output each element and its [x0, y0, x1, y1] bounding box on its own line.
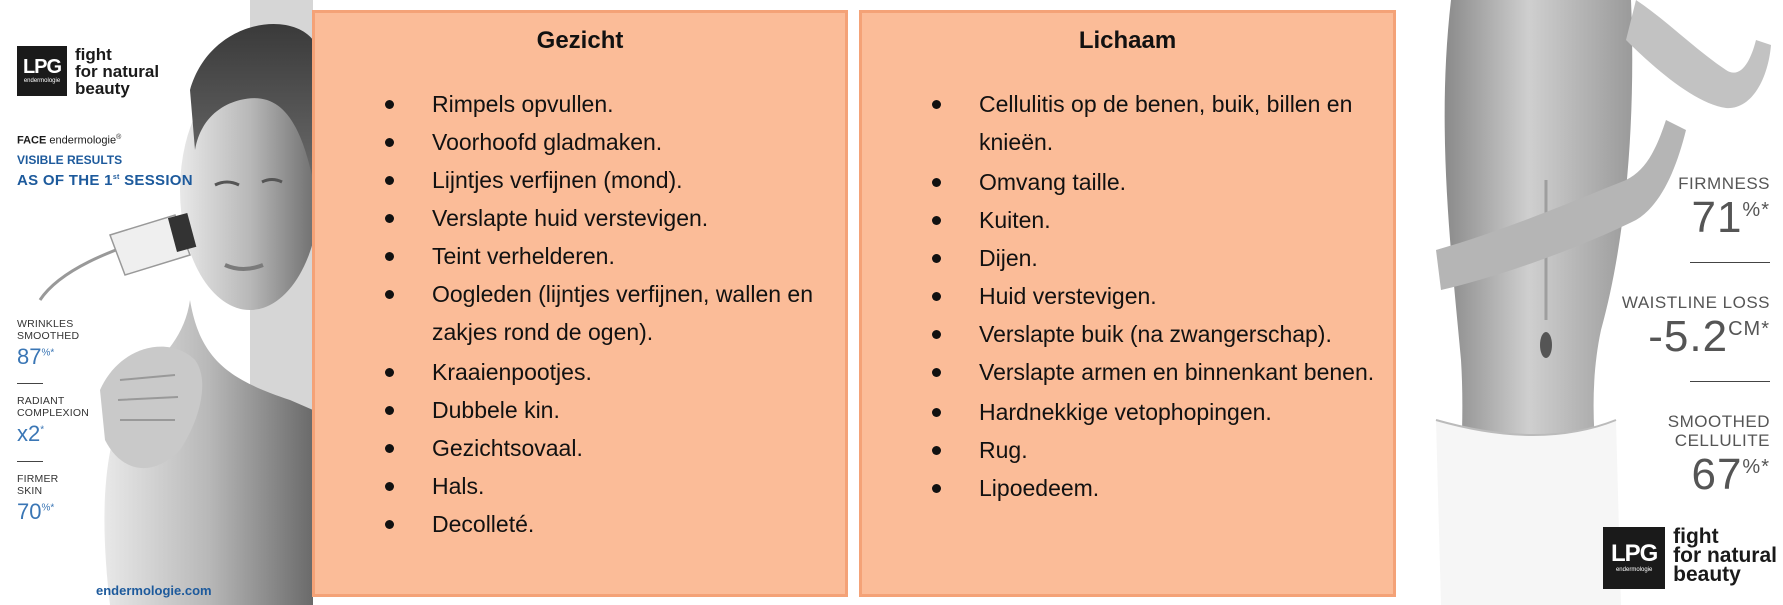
stat-number: 71 [1691, 193, 1743, 242]
list-item-text: Verslapte armen en binnenkant benen. [979, 359, 1375, 385]
list-item [385, 353, 835, 391]
stat-number: 70 [17, 499, 42, 524]
stat-number: 87 [17, 344, 42, 369]
list-item [385, 85, 835, 123]
face-treatments-card [312, 10, 848, 597]
website-link: endermologie.com [96, 583, 212, 598]
bullet-icon [932, 254, 941, 263]
list-item-text: Hardnekkige vetophopingen. [979, 399, 1272, 425]
bullet-icon [932, 446, 941, 455]
bullet-icon [932, 216, 941, 225]
product-line [17, 131, 121, 148]
list-item [385, 275, 835, 351]
bullet-icon [385, 482, 394, 491]
logo-mark-text: LPG [22, 56, 62, 78]
bullet-icon [385, 290, 394, 299]
bullet-icon [385, 368, 394, 377]
list-item [932, 353, 1383, 391]
stat-number: 67 [1691, 450, 1743, 499]
product-brand: FACE [17, 134, 47, 147]
list-item-text: Kraaienpootjes. [432, 359, 592, 385]
lpg-logo [17, 46, 159, 97]
stat-divider [17, 383, 43, 384]
list-item-text: Lijntjes verfijnen (mond). [432, 167, 683, 193]
list-item [385, 123, 835, 161]
list-item [932, 431, 1383, 469]
bullet-icon [385, 100, 394, 109]
list-item [932, 163, 1383, 201]
bullet-icon [932, 408, 941, 417]
list-item-text: Kuiten. [979, 207, 1051, 233]
list-item [385, 237, 835, 275]
list-item-text: Verslapte buik (na zwangerschap). [979, 321, 1332, 347]
stat-unit: CM* [1728, 318, 1770, 340]
stat-divider [1690, 381, 1770, 382]
stat-label-firmness: FIRMNESS [1678, 174, 1770, 193]
stat-label-cellulite: SMOOTHED CELLULITE [1667, 412, 1770, 450]
bullet-icon [385, 138, 394, 147]
logo-sub-text: endermologie [23, 78, 61, 84]
list-item-text: Rimpels opvullen. [432, 91, 614, 117]
logo-tagline: fight for natural beauty [1673, 525, 1777, 586]
list-item [932, 469, 1383, 507]
list-item-text: Dijen. [979, 245, 1038, 271]
list-item [385, 391, 835, 429]
list-item-text: Dubbele kin. [432, 397, 560, 423]
bullet-icon [932, 178, 941, 187]
stat-divider [1690, 262, 1770, 263]
stat-unit: * [40, 424, 45, 436]
bullet-icon [385, 214, 394, 223]
bullet-icon [385, 444, 394, 453]
list-item [385, 429, 835, 467]
stat-value-radiant [17, 421, 44, 447]
bullet-icon [932, 330, 941, 339]
lpg-logo-mark [1603, 527, 1665, 589]
bullet-icon [932, 484, 941, 493]
bullet-icon [932, 100, 941, 109]
face-treatment-list [385, 85, 835, 543]
bullet-icon [932, 368, 941, 377]
list-item-text: Omvang taille. [979, 169, 1127, 195]
bullet-icon [385, 406, 394, 415]
list-item-text: Teint verhelderen. [432, 243, 615, 269]
list-item-text: Decolleté. [432, 511, 535, 537]
list-item [932, 201, 1383, 239]
body-advertisement [1396, 0, 1783, 605]
bullet-icon [385, 252, 394, 261]
list-item [932, 239, 1383, 277]
stat-unit: %* [41, 347, 55, 359]
session-text: AS OF THE 1 [17, 172, 113, 189]
stat-label-wrinkles: WRINKLES SMOOTHED [17, 318, 80, 342]
stat-number: x2 [17, 421, 41, 446]
stat-number: -5.2 [1648, 312, 1729, 361]
session-sup: st [112, 174, 120, 181]
list-item-text: Oogleden (lijntjes verfijnen, wallen en zakjes rond de ogen). [432, 281, 813, 345]
body-card-title: Lichaam [1078, 27, 1177, 54]
list-item [932, 85, 1383, 161]
list-item [932, 315, 1383, 353]
list-item-text: Gezichtsovaal. [432, 435, 583, 461]
lpg-logo-mark [17, 46, 67, 96]
lpg-logo [1603, 527, 1777, 589]
stat-value-cellulite [1691, 450, 1770, 500]
stat-label-radiant: RADIANT COMPLEXION [17, 395, 90, 419]
list-item-text: Rug. [979, 437, 1028, 463]
stat-label-firmer: FIRMER SKIN [17, 473, 59, 497]
session-tail: SESSION [119, 172, 193, 189]
logo-sub-text: endermologie [1615, 567, 1653, 573]
list-item [385, 199, 835, 237]
logo-tagline: fight for natural beauty [75, 45, 160, 98]
stat-value-wrinkles [17, 344, 54, 370]
stat-value-firmer [17, 499, 54, 525]
logo-mark-text: LPG [1610, 540, 1658, 567]
face-card-title: Gezicht [536, 27, 624, 54]
list-item [932, 393, 1383, 431]
list-item-text: Huid verstevigen. [979, 283, 1157, 309]
stat-value-firmness [1691, 193, 1770, 243]
product-name: endermologie [46, 134, 117, 147]
list-item-text: Voorhoofd gladmaken. [432, 129, 663, 155]
product-reg: ® [116, 134, 122, 141]
stat-unit: %* [41, 502, 55, 514]
list-item [385, 161, 835, 199]
list-item [385, 505, 835, 543]
list-item-text: Verslapte huid verstevigen. [432, 205, 709, 231]
list-item-text: Hals. [432, 473, 485, 499]
stat-unit: %* [1742, 456, 1770, 478]
list-item [932, 277, 1383, 315]
list-item-text: Lipoedeem. [979, 475, 1100, 501]
bullet-icon [932, 292, 941, 301]
visible-results-heading: VISIBLE RESULTS [17, 153, 123, 167]
session-heading [17, 172, 193, 189]
bullet-icon [385, 520, 394, 529]
stat-unit: %* [1742, 199, 1770, 221]
face-advertisement [0, 0, 313, 605]
list-item-text: Cellulitis op de benen, buik, billen en knieën. [979, 91, 1353, 155]
body-treatments-card [859, 10, 1396, 597]
stat-value-waistline [1648, 312, 1770, 362]
stat-label-waistline: WAISTLINE LOSS [1621, 293, 1770, 312]
list-item [385, 467, 835, 505]
bullet-icon [385, 176, 394, 185]
stat-divider [17, 461, 43, 462]
body-treatment-list [932, 85, 1383, 507]
